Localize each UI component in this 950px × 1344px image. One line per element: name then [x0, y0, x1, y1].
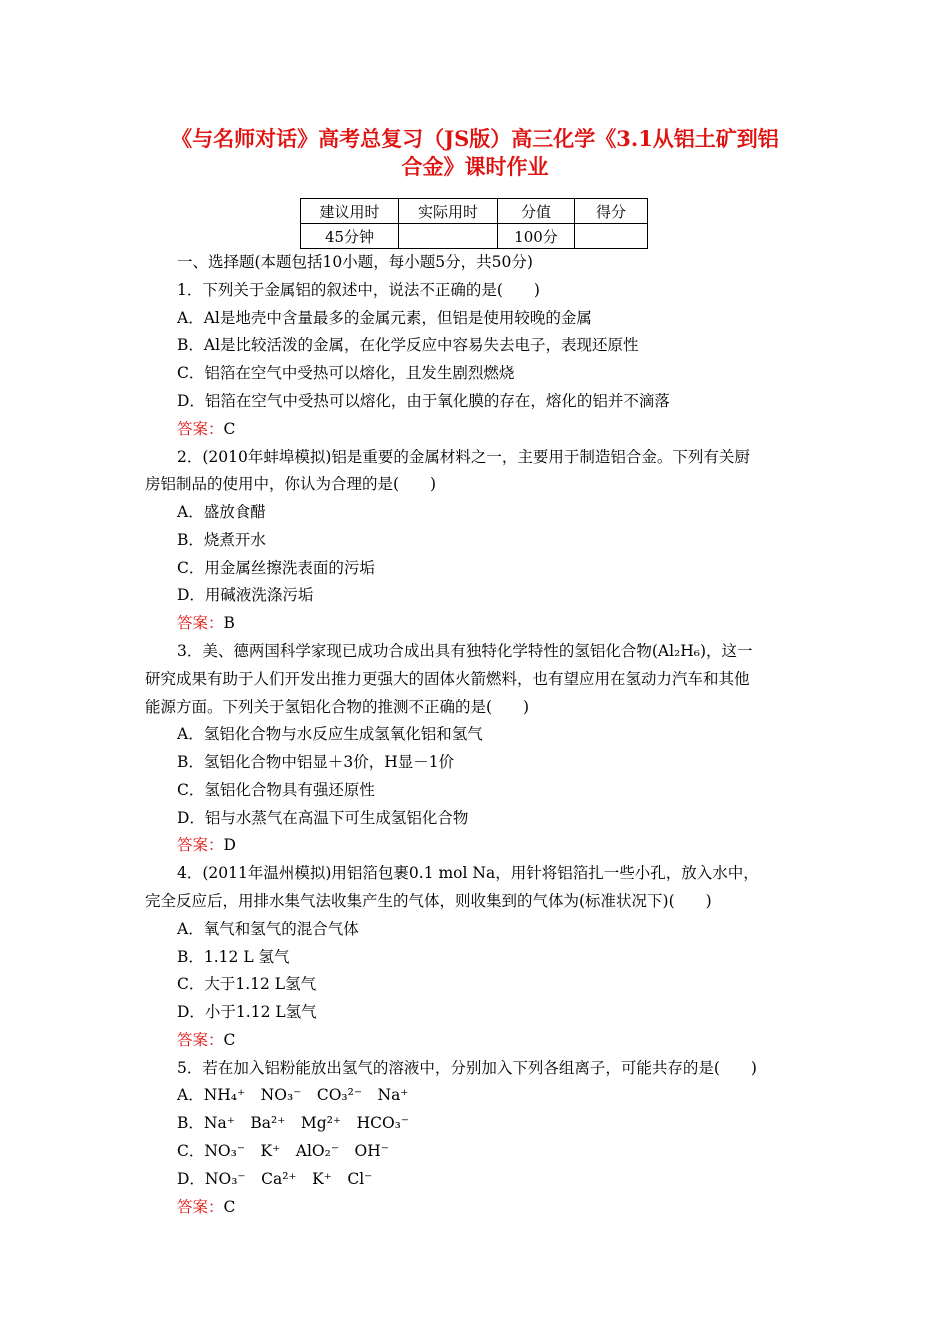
question-3-stem-line-3: 能源方面。下列关于氢铝化合物的推测不正确的是( ): [145, 698, 530, 716]
answer-value: C: [223, 420, 236, 438]
question-4-option-a: A．氧气和氢气的混合气体: [177, 920, 359, 938]
question-2-option-c: C．用金属丝擦洗表面的污垢: [177, 559, 375, 577]
question-2-answer: [177, 613, 235, 633]
table-cell: [399, 224, 498, 249]
question-4-stem-line-1: 4．(2011年温州模拟)用铝箔包裹0.1 mol Na，用针将铝箔扎一些小孔，放入水中，: [177, 864, 759, 882]
time-score-table: [300, 198, 648, 249]
question-3-stem-line-2: 研究成果有助于人们开发出推力更强大的固体火箭燃料，也有望应用在氢动力汽车和其他: [145, 670, 750, 688]
question-5-option-b: B．Na⁺ Ba²⁺ Mg²⁺ HCO₃⁻: [177, 1114, 410, 1132]
question-1-answer: [177, 419, 235, 439]
question-5-option-d: D．NO₃⁻ Ca²⁺ K⁺ Cl⁻: [177, 1170, 373, 1188]
table-cell: 45分钟: [301, 224, 399, 249]
question-2-stem-line-2: 房铝制品的使用中，你认为合理的是( ): [145, 475, 437, 493]
answer-value: D: [223, 836, 236, 854]
answer-label: 答案：: [177, 614, 224, 632]
question-2-stem-line-1: 2．(2010年蚌埠模拟)铝是重要的金属材料之一，主要用于制造铝合金。下列有关厨: [177, 448, 750, 466]
question-5-option-c: C．NO₃⁻ K⁺ AlO₂⁻ OH⁻: [177, 1142, 389, 1160]
question-4-option-b: B．1.12 L 氢气: [177, 948, 290, 966]
question-3-option-b: B．氢铝化合物中铝显＋3价，H显－1价: [177, 753, 455, 771]
question-5-answer: [177, 1197, 235, 1217]
table-cell: 分值: [498, 199, 575, 224]
answer-label: 答案：: [177, 420, 224, 438]
question-2-option-a: A．盛放食醋: [177, 503, 266, 521]
section-heading: 一、选择题(本题包括10小题，每小题5分，共50分): [177, 253, 533, 271]
question-5-stem: 5．若在加入铝粉能放出氢气的溶液中，分别加入下列各组离子，可能共存的是( ): [177, 1059, 757, 1077]
answer-label: 答案：: [177, 836, 224, 854]
question-1-option-b: B．Al是比较活泼的金属，在化学反应中容易失去电子，表现还原性: [177, 336, 639, 354]
question-3-answer: [177, 835, 236, 855]
answer-label: 答案：: [177, 1198, 224, 1216]
table-cell: 得分: [575, 199, 648, 224]
question-3-option-d: D．铝与水蒸气在高温下可生成氢铝化合物: [177, 809, 469, 827]
question-4-option-d: D．小于1.12 L氢气: [177, 1003, 317, 1021]
question-1-stem: 1．下列关于金属铝的叙述中，说法不正确的是( ): [177, 281, 540, 299]
question-4-answer: [177, 1030, 235, 1050]
question-3-option-c: C．氢铝化合物具有强还原性: [177, 781, 375, 799]
table-cell: 100分: [498, 224, 575, 249]
question-1-option-a: A．Al是地壳中含量最多的金属元素，但铝是使用较晚的金属: [177, 309, 592, 327]
question-5-option-a: A．NH₄⁺ NO₃⁻ CO₃²⁻ Na⁺: [177, 1086, 409, 1104]
answer-value: C: [223, 1031, 236, 1049]
question-1-option-d: D．铝箔在空气中受热可以熔化，由于氧化膜的存在，熔化的铝并不滴落: [177, 392, 670, 410]
question-3-option-a: A．氢铝化合物与水反应生成氢氧化铝和氢气: [177, 725, 483, 743]
table-cell: 建议用时: [301, 199, 399, 224]
question-3-stem-line-1: 3．美、德两国科学家现已成功合成出具有独特化学特性的氢铝化合物(Al₂H₆)，这一: [177, 642, 753, 660]
question-4-option-c: C．大于1.12 L氢气: [177, 975, 317, 993]
table-cell: [575, 224, 648, 249]
document-title-line-1: 《与名师对话》高考总复习（JS版）高三化学《3.1从铝土矿到铝: [171, 126, 779, 151]
question-2-option-d: D．用碱液洗涤污垢: [177, 586, 314, 604]
table-row: [301, 224, 648, 249]
answer-value: C: [223, 1198, 236, 1216]
question-4-stem-line-2: 完全反应后，用排水集气法收集产生的气体，则收集到的气体为(标准状况下)( ): [145, 892, 712, 910]
table-cell: 实际用时: [399, 199, 498, 224]
document-title-line-2: 合金》课时作业: [401, 154, 549, 179]
table-header-row: [301, 199, 648, 224]
question-2-option-b: B．烧煮开水: [177, 531, 266, 549]
question-1-option-c: C．铝箔在空气中受热可以熔化，且发生剧烈燃烧: [177, 364, 515, 382]
answer-label: 答案：: [177, 1031, 224, 1049]
answer-value: B: [223, 614, 235, 632]
